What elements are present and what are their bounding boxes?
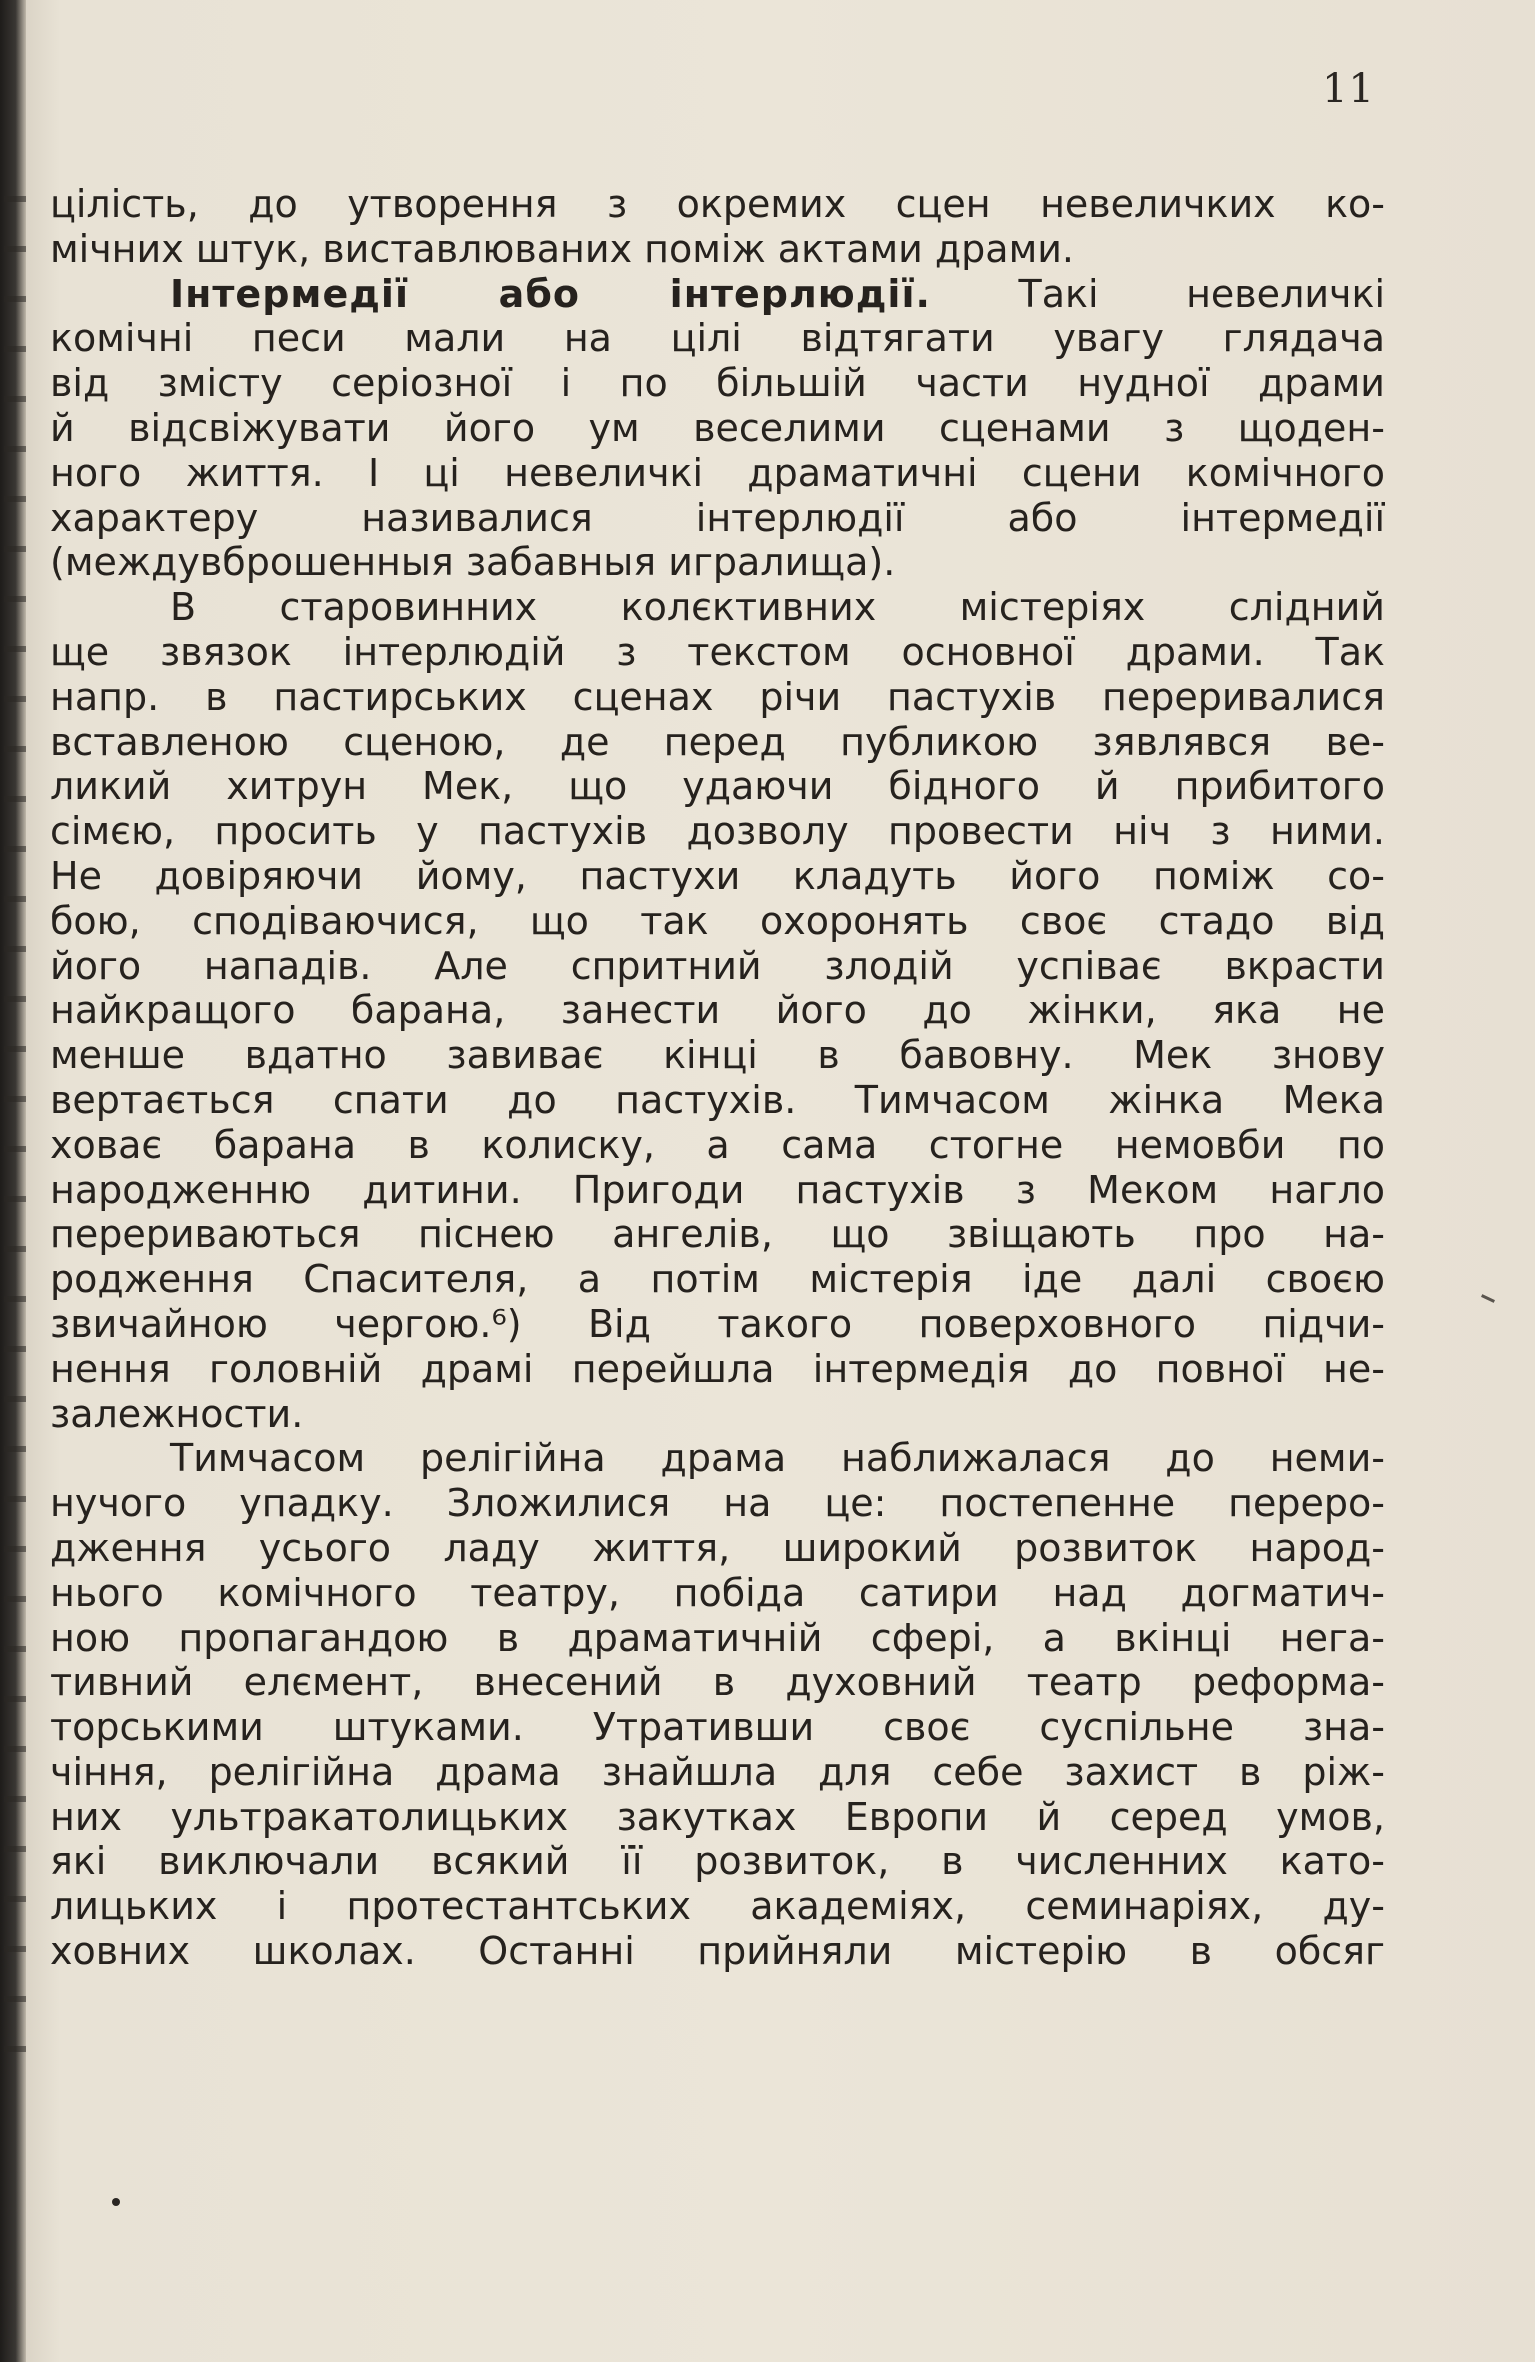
text-line: вставленою сценою, де перед публикою зявлявся ве- <box>50 719 1385 764</box>
text-line: менше вдатно завиває кінці в бавовну. Мек знову <box>50 1033 1385 1078</box>
text-line: комічні песи мали на цілі відтягати увагу глядача <box>50 316 1385 361</box>
text-line: Не довіряючи йому, пастухи кладуть його поміж со- <box>50 853 1385 898</box>
text-line <box>50 272 1385 317</box>
text-line: ще звязок інтерлюдій з текстом основної драми. Так <box>50 629 1385 674</box>
text-line: дження усього ладу життя, широкий розвиток народ- <box>50 1525 1385 1570</box>
text-line: них ультракатолицьких закутках Европи й серед умов, <box>50 1794 1385 1839</box>
text-line: перериваються піснею ангелів, що звіщають про на- <box>50 1212 1385 1257</box>
text-line: залежности. <box>50 1391 304 1436</box>
text-line: ликий хитрун Мек, що удаючи бідного й прибитого <box>50 764 1385 809</box>
text-line: які виключали всякий її розвиток, в численних като- <box>50 1839 1385 1884</box>
text-line: торськими штуками. Утративши своє суспільне зна- <box>50 1705 1385 1750</box>
text-line: народженню дитини. Пригоди пастухів з Меком нагло <box>50 1167 1385 1212</box>
text-line: ного життя. І ці невеличкі драматичні сцени комічного <box>50 450 1385 495</box>
text-line: мічних штук, виставлюваних поміж актами драми. <box>50 226 1075 271</box>
text-line: характеру називалися інтерлюдії або інтермедії <box>50 495 1385 540</box>
text-line: ховає барана в колиску, а сама стогне немовби по <box>50 1122 1385 1167</box>
text-line: тивний елємент, внесений в духовний театр реформа- <box>50 1660 1385 1705</box>
text-line: від змісту серіозної і по більшій части нудної драми <box>50 361 1385 406</box>
text-line: Тимчасом релігійна драма наближалася до неми- <box>170 1436 1385 1481</box>
text-line: ховних школах. Останні прийняли містерію в обсяг <box>50 1929 1385 1974</box>
margin-mark <box>1481 1294 1495 1303</box>
body-text <box>50 182 1385 1974</box>
text-line: ною пропагандою в драматичній сфері, а вкінці нега- <box>50 1615 1385 1660</box>
text-line: чіння, релігійна драма знайшла для себе захист в ріж- <box>50 1749 1385 1794</box>
page-number: 11 <box>1322 66 1375 112</box>
ink-speck <box>112 2198 120 2206</box>
text-line-continuation: Такі невеличкі <box>930 271 1385 316</box>
text-line: (междувброшенныя забавныя игралища). <box>50 540 896 585</box>
adjacent-page-edge <box>4 170 26 2070</box>
text-line: родження Спасителя, а потім містерія іде далі своєю <box>50 1257 1385 1302</box>
text-line: нучого упадку. Зложилися на це: постепенне переро- <box>50 1481 1385 1526</box>
text-line: нього комічного театру, побіда сатири над догматич- <box>50 1570 1385 1615</box>
text-line: сімєю, просить у пастухів дозволу провести ніч з ними. <box>50 809 1385 854</box>
text-line: звичайною чергою.⁶) Від такого поверховного підчи- <box>50 1301 1385 1346</box>
text-line: й відсвіжувати його ум веселими сценами з щоден- <box>50 405 1385 450</box>
text-line: бою, сподіваючися, що так охоронять своє стадо від <box>50 898 1385 943</box>
text-line: нення головній драмі перейшла інтермедія до повної не- <box>50 1346 1385 1391</box>
section-heading: Інтермедії або інтерлюдії. <box>170 271 931 316</box>
text-line: лицьких і протестантських академіях, семинаріях, ду- <box>50 1884 1385 1929</box>
text-line: напр. в пастирських сценах річи пастухів переривалися <box>50 674 1385 719</box>
text-line: вертається спати до пастухів. Тимчасом жінка Мека <box>50 1077 1385 1122</box>
text-line: В старовинних колєктивних містеріях слідний <box>170 585 1385 630</box>
text-line: найкращого барана, занести його до жінки, яка не <box>50 988 1385 1033</box>
text-line: його нападів. Але спритний злодій успіває вкрасти <box>50 943 1385 988</box>
text-line: цілість, до утворення з окремих сцен невеличких ко- <box>50 182 1385 226</box>
